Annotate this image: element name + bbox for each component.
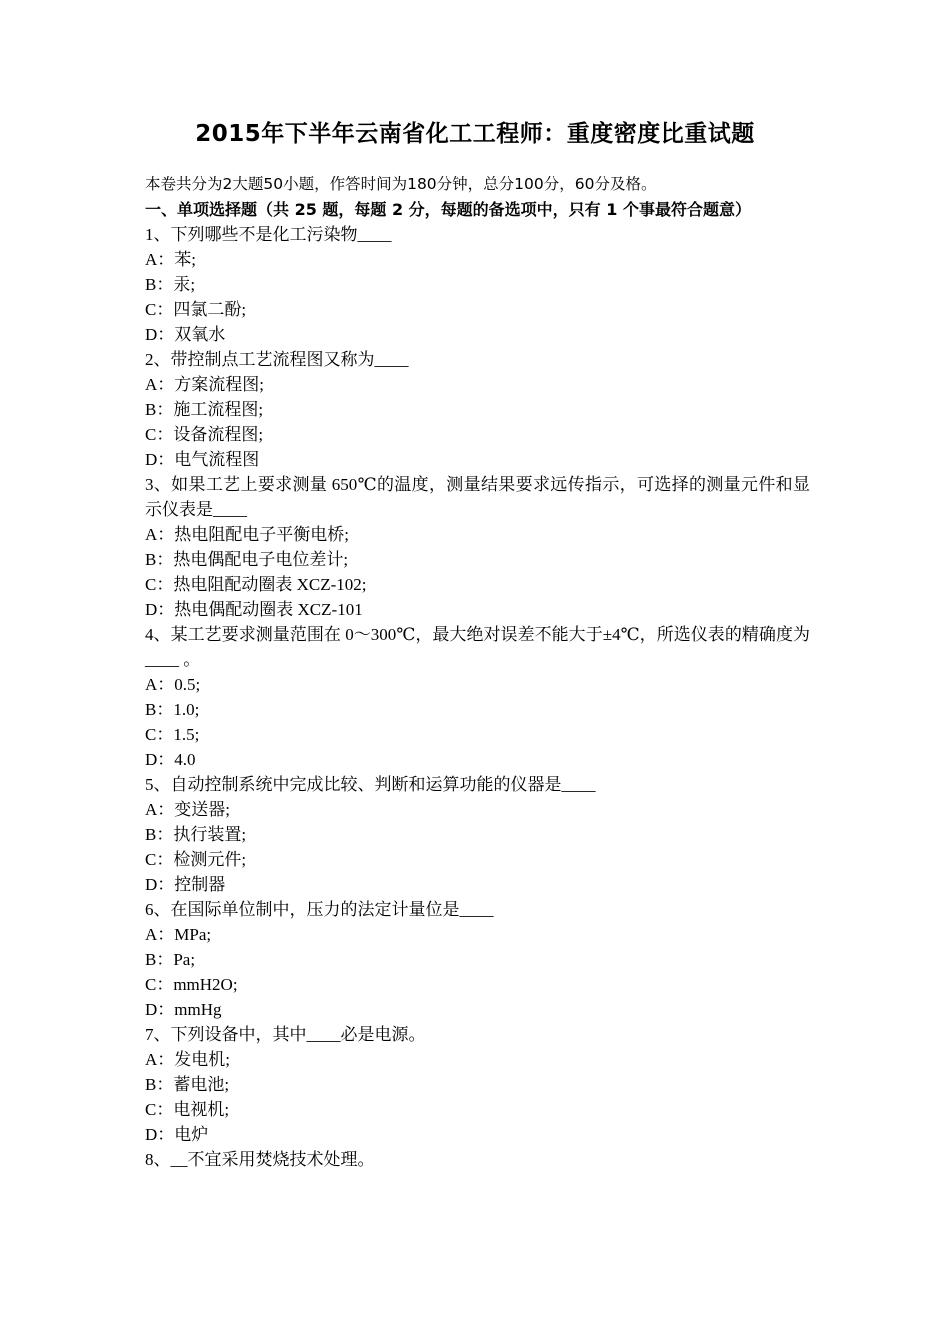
question-block — [145, 1022, 810, 1147]
question-text: 8、__不宜采用焚烧技术处理。 — [145, 1150, 375, 1169]
answer-option: A：发电机; — [145, 1050, 230, 1069]
answer-option: D：双氧水 — [145, 325, 226, 344]
answer-option: B：热电偶配电子电位差计; — [145, 550, 349, 569]
exam-intro: 本卷共分为2大题50小题，作答时间为180分钟，总分100分，60分及格。 — [145, 175, 657, 193]
answer-option: D：电炉 — [145, 1125, 209, 1144]
answer-option: C：mmH2O; — [145, 975, 238, 994]
question-text: 5、自动控制系统中完成比较、判断和运算功能的仪器是____ — [145, 775, 596, 794]
answer-option: B：Pa; — [145, 950, 196, 969]
question-block — [145, 1147, 810, 1172]
question-block — [145, 222, 810, 347]
answer-option: C：检测元件; — [145, 850, 247, 869]
question-block — [145, 622, 810, 772]
answer-option: C：设备流程图; — [145, 425, 264, 444]
answer-option: C：电视机; — [145, 1100, 230, 1119]
answer-option: B：汞; — [145, 275, 196, 294]
question-text: 1、下列哪些不是化工污染物____ — [145, 225, 392, 244]
answer-option: D：4.0 — [145, 750, 196, 769]
question-text: 6、在国际单位制中，压力的法定计量位是____ — [145, 900, 494, 919]
question-block — [145, 897, 810, 1022]
answer-option: D：控制器 — [145, 875, 226, 894]
document-body — [145, 172, 810, 1172]
answer-option: D：mmHg — [145, 1000, 222, 1019]
answer-option: D：热电偶配动圈表 XCZ-101 — [145, 600, 363, 619]
answer-option: A：MPa; — [145, 925, 212, 944]
answer-option: B：蓄电池; — [145, 1075, 230, 1094]
question-block — [145, 472, 810, 622]
question-block — [145, 347, 810, 472]
answer-option: A：0.5; — [145, 675, 201, 694]
answer-option: C：1.5; — [145, 725, 200, 744]
section-heading: 一、单项选择题（共 25 题，每题 2 分，每题的备选项中，只有 1 个事最符合题意） — [145, 200, 751, 219]
question-text: 4、某工艺要求测量范围在 0～300℃，最大绝对误差不能大于±4℃，所选仪表的精确度为____ 。 — [145, 625, 810, 669]
answer-option: A：苯; — [145, 250, 196, 269]
answer-option: A：变送器; — [145, 800, 230, 819]
answer-option: B：执行装置; — [145, 825, 247, 844]
answer-option: A：方案流程图; — [145, 375, 264, 394]
answer-option: B：施工流程图; — [145, 400, 264, 419]
answer-option: C：热电阻配动圈表 XCZ-102; — [145, 575, 367, 594]
answer-option: D：电气流程图 — [145, 450, 260, 469]
answer-option: A：热电阻配电子平衡电桥; — [145, 525, 349, 544]
answer-option: B：1.0; — [145, 700, 200, 719]
question-text: 7、下列设备中，其中____必是电源。 — [145, 1025, 426, 1044]
question-text: 3、如果工艺上要求测量 650℃的温度，测量结果要求远传指示，可选择的测量元件和显示仪表是____ — [145, 475, 810, 519]
question-block — [145, 772, 810, 897]
answer-option: C：四氯二酚; — [145, 300, 247, 319]
question-text: 2、带控制点工艺流程图又称为____ — [145, 350, 409, 369]
document-title: 2015年下半年云南省化工工程师：重度密度比重试题 — [195, 121, 755, 147]
